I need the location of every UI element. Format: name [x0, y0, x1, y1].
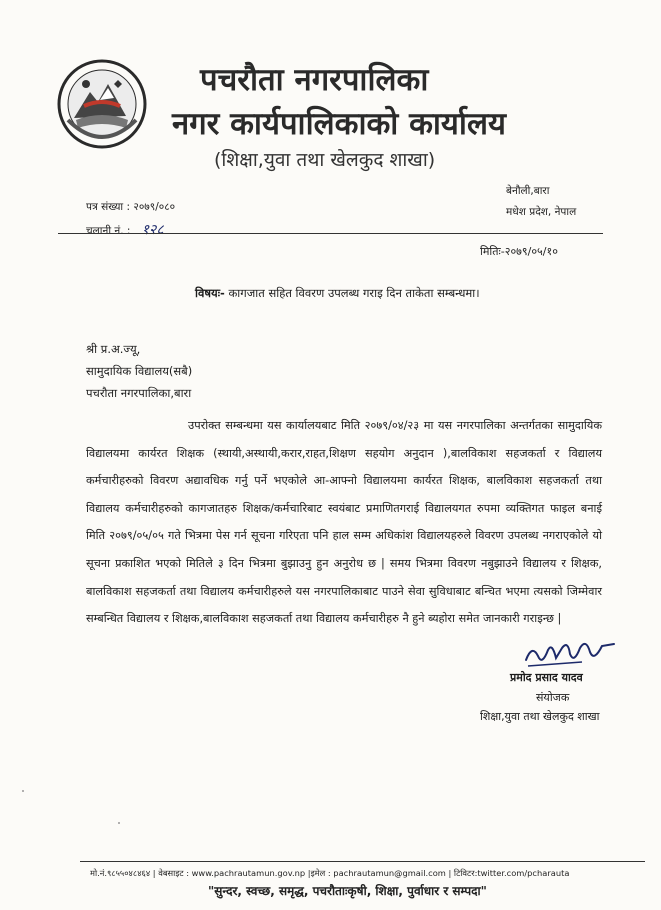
location-line-2: मधेश प्रदेश, नेपाल — [506, 206, 577, 218]
paper-speck — [22, 790, 24, 792]
paper-speck — [118, 822, 120, 824]
letter-body: उपरोक्त सम्बन्धमा यस कार्यालयबाट मिति २०७९/०४/२३ मा यस नगरपालिका अन्तर्गतका सामुदायिक विद्यालयमा कार्यरत शिक्षक (स्थायी,अस्थायी,करार,राहत,शिक्षण सहयोग अनुदान ),बालविकाश सहजकर्ता र विद्यालय कर्मचारीहरुको विवरण अद्यावधिक गर्नु पर्ने भएकोले आ-आफ्नो विद्यालयमा कार्यरत शिक्षक, बालविकाश सहजकर्ता तथा विद्यालय कर्मचारीहरुको कागजातहरु शिक्षक/कर्मचारिबाट स्वयंबाट प्रमाणितगराई विद्यालयगत रुपमा व्यक्तिगत फाइल बनाई मिति २०७९/०५/०५ गते भित्रमा पेस गर्न सूचना गरिएता पनि हाल सम्म अधिकांश विद्यालयहरुले विवरण उपलब्ध नगराएकोले यो सूचना प्रकाशित भएको मितिले ३ दिन भित्रमा बुझाउनु हुन अनुरोध छ | समय भित्रमा विवरण नबुझाउने विद्यालय र शिक्षक, बालविकाश सहजकर्ता तथा विद्यालय कर्मचारीहरुले यस नगरपालिकाबाट पाउने सेवा सुविधाबाट बन्चित भएमा त्यसको जिम्मेवार सम्बन्धित विद्यालय र शिक्षक,बालविकाश सहजकर्ता तथा विद्यालय कर्मचारीहरु नै हुने ब्यहोरा समेत जानकारी गराइन्छ | — [86, 419, 602, 626]
dispatch-number-value: १२८ — [141, 222, 164, 238]
letter-number-row — [86, 200, 175, 214]
subject-text: कागजात सहित विवरण उपलब्ध गराइ दिन ताकेता सम्बन्धमा। — [228, 286, 480, 300]
handwritten-signature — [522, 636, 622, 672]
municipality-name: पचरौता नगरपालिका — [200, 62, 429, 98]
letter-number-value: २०७९/०८० — [133, 201, 176, 213]
dispatch-number-row — [86, 220, 164, 239]
signatory-title: संयोजक — [536, 691, 570, 704]
header-divider — [58, 233, 603, 234]
signatory-name: प्रमोद प्रसाद यादव — [510, 671, 583, 684]
addressee-line-2: सामुदायिक विद्यालय(सबै) — [86, 364, 193, 378]
addressee-line-1: श्री प्र.अ.ज्यू, — [86, 342, 141, 356]
signatory-section: शिक्षा,युवा तथा खेलकुद शाखा — [480, 710, 600, 723]
dispatch-number-label: चलानी नं. : — [86, 225, 131, 237]
letter-number-label: पत्र संख्या : — [86, 201, 131, 213]
footer-slogan: "सुन्दर, स्वच्छ, समृद्ध, पचरौताःकृषी, शिक्षा, पुर्वाधार र सम्पदा" — [208, 884, 487, 898]
subject-label: विषयः- — [195, 286, 225, 300]
letter-date: मितिः-२०७९/०५/१० — [480, 245, 558, 258]
addressee-line-3: पचरौता नगरपालिका,बारा — [86, 386, 192, 400]
subject-line — [195, 286, 480, 301]
branch-name: (शिक्षा,युवा तथा खेलकुद शाखा) — [214, 149, 436, 171]
footer-divider — [80, 861, 645, 862]
location-line-1: बेनौली,बारा — [506, 185, 550, 197]
nepal-government-emblem — [56, 58, 148, 150]
footer-contact: मो.नं.९८५५०४८४६४ | वेबसाइट : www.pachrautamun.gov.np |इमेल : pachrautamun@gmail.com | टिविटर:twitter.com/pcharauta — [90, 868, 570, 878]
office-name: नगर कार्यपालिकाको कार्यालय — [172, 106, 506, 142]
